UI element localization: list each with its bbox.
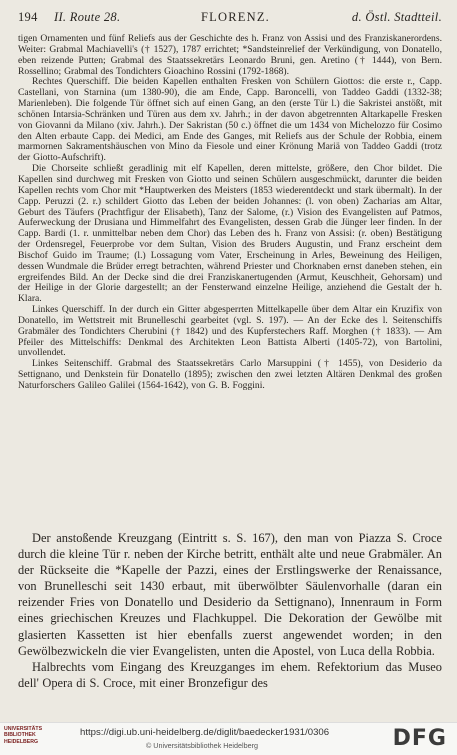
paragraph: tigen Ornamenten und fünf Reliefs aus der Geschichte des h. Franz von Assisi und des Franziskanerordens. Weiter: Grabmal Machiavelli's († 1527), 1787 errichtet; *Sandsteinrelief der Verkündigung, von Donatello, eben reizende Putten; Grabmal des Staatssekretärs Leonardo Bruni, gen. Aretino († 1444), von Bern. Rossellino; Grabmal des Tondichters Gioachino Rossini (1792-1868). [18, 33, 442, 77]
permalink[interactable]: https://digi.ub.uni-heidelberg.de/diglit/baedecker1931/0306 [80, 727, 330, 738]
paragraph: Linkes Seitenschiff. Grabmal des Staatssekretärs Carlo Marsuppini († 1455), von Desiderio da Settignano, und Denkstein für Donatello (1895); zwischen den zwei letzten Altären Denkmal des großen Naturforschers Galileo Galilei (1564-1642), von G. B. Foggini. [18, 358, 442, 391]
section-label: d. Östl. Stadtteil. [351, 10, 442, 24]
page-number: 194 [18, 10, 38, 24]
running-header [18, 10, 442, 28]
paragraph: Die Chorseite schließt geradlinig mit elf Kapellen, deren mittelste, größere, den Chor bildet. Die Kapellen sind durchweg mit Fresken von Giotto und seinen Schülern ausgeschmückt, darunter die beiden Kapellen rechts vom Chor mit *Hauptwerken des Meisters (1853 wiederentdeckt und stark übermalt). In der Capp. Peruzzi (2. r.) schildert Giotto das Leben der beiden Johannes: (l. von oben) Zacharias am Altar, Geburt des Täufers (Prachtfigur der Elisabeth), Tanz der Salome, (r.) Vision des Evangelisten auf Patmos, Auferweckung der Drusiana und Himmelfahrt des Evangelisten, dessen Grab die Jünger leer finden. In der Capp. Bardi (1. r. unmittelbar neben dem Chor) das Leben des h. Franz von Assisi: (r. oben) Bestätigung der Ordensregel, Feuerprobe vor dem Sultan, Vision des Bruders Augustin, und Franz erscheint dem Bischof Guido im Traume; (l.) Lossagung vom Vater, Erscheinung in Arles, Beweinung des Heiligen, dessen Wundmale die Brüder erregt betrachten, während Priester und Chorknaben ernst daneben stehen, ein ergreifendes Bild. An der Decke sind die drei Franziskanertugenden (Armut, Keuschheit, Gehorsam) und der Heilige in der Glorie dargestellt; an der Fensterwand einzelne Heilige, anziehend die Gestalt der h. Klara. [18, 163, 442, 305]
paragraph: Der anstoßende Kreuzgang (Eintritt s. S. 167), den man von Piazza S. Croce durch die kleine Tür r. neben der Kirche betritt, enthält alte und neue Grabmäler. An der Rückseite die *Kapelle der Pazzi, eines der Erstlingswerke der Renaissance, von Brunelleschi seit 1430 erbaut, mit überwölbter Säulenvorhalle (daran ein reizender Fries von Donatello und Desiderio da Settignano), Innenraum in Form eines griechischen Kreuzes und Flachkuppel. Die Dekoration der Gewölbe mit glasierten Kassetten ist hier ebenfalls zuerst angewendet worden; in den Gewölbezwickeln die vier Evangelisten, unten die Apostel, von Luca della Robbia. [18, 531, 442, 658]
route-label: II. Route 28. [54, 10, 121, 24]
copyright-notice: © Universitätsbibliothek Heidelberg [146, 741, 258, 750]
paragraph: Linkes Querschiff. In der durch ein Gitter abgesperrten Mittelkapelle über dem Altar ein Kruzifix von Donatello, im Wettstreit mit Brunelleschi gearbeitet (vgl. S. 197). — An der Ecke des l. Seitenschiffs Grabmäler des Tondichters Cherubini († 1842) und des Kupferstechers Raff. Morghen († 1833). — Am Pfeiler des Mittelschiffs: Denkmal des Architekten Leon Battista Alberti (1405-72), von Bartolini, unvollendet. [18, 304, 442, 359]
dfg-logo[interactable]: DFG [392, 726, 447, 751]
small-print-body [18, 34, 442, 392]
viewer-footer [0, 722, 457, 755]
library-logo[interactable]: UNIVERSITÄTS BIBLIOTHEK HEIDELBERG [4, 726, 43, 745]
paragraph: Halbrechts vom Eingang des Kreuzganges im ehem. Refektorium das Museo dell' Opera di S. Croce, mit einer Bronzefigur des [18, 659, 442, 690]
city-title: FLORENZ. [201, 10, 270, 24]
main-print-body [18, 530, 442, 691]
paragraph: Rechtes Querschiff. Die beiden Kapellen enthalten Fresken von Schülern Giottos: die erste r., Capp. Castellani, von Starnina (um 1380-90), die am Ende, Capp. Baroncelli, von Taddeo Gaddi (1332-38; Marienleben). Die folgende Tür öffnet sich auf einen Gang, an den (erste Tür l.) die Sakristei anstößt, mit schönen Intarsia-Schränken und Türen aus dem xv. Jahrh.; in der davon abgetrennten Altarkapelle Fresken von Giovanni da Milano (xiv. Jahrh.). Der Sakristan (50 c.) öffnet die um 1434 von Michelozzo für Cosimo den Alten erbaute Capp. dei Medici, am Ende des Ganges, mit Reliefs aus der Schule der Robbia, einem marmornen Sakramentshäuschen von Mino da Fiesole und einer Krönung Mariä von Taddeo Gaddi (trotz der Giotto-Aufschrift). [18, 76, 442, 164]
